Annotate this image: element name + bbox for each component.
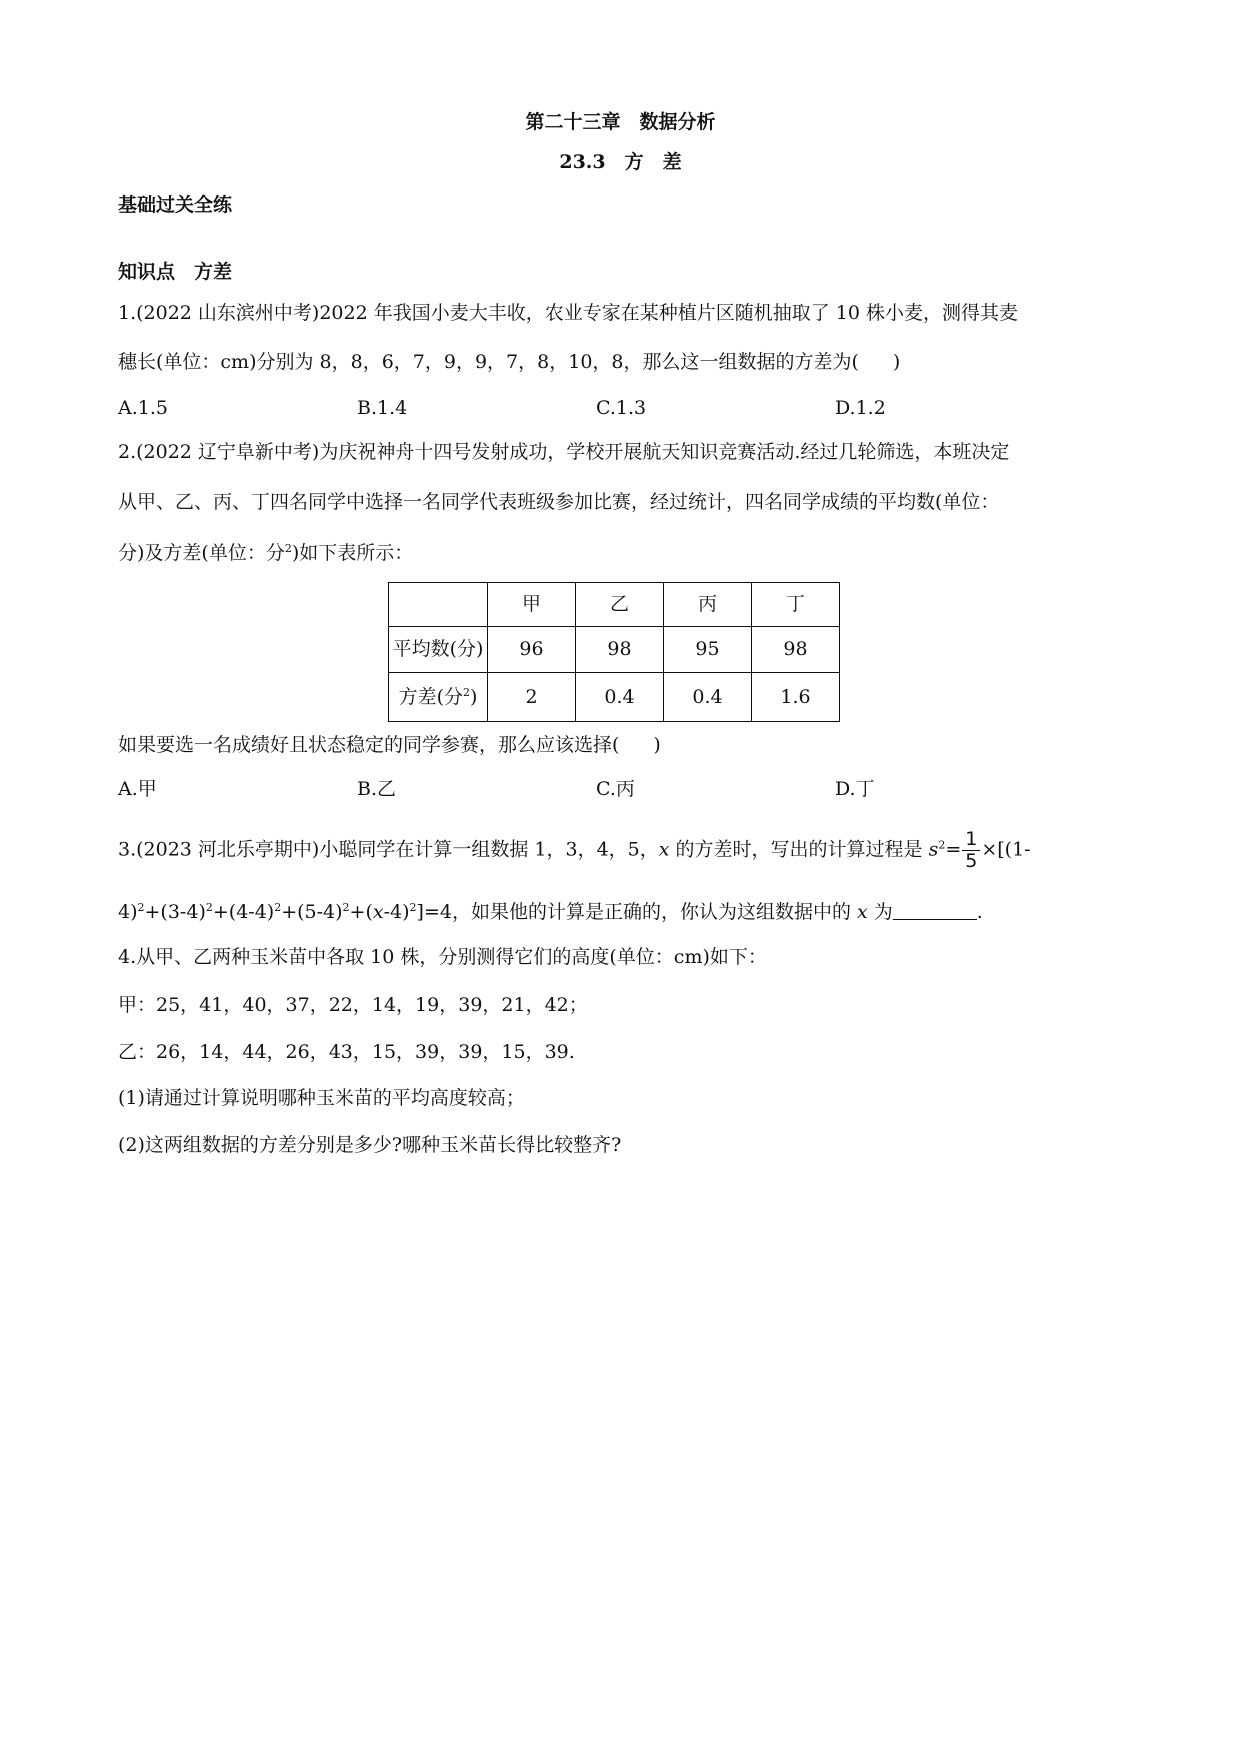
- q4-part-2: (2)这两组数据的方差分别是多少?哪种玉米苗长得比较整齐?: [118, 1134, 622, 1156]
- table-cell: 98: [576, 627, 664, 673]
- q3-answer-blank[interactable]: [893, 901, 977, 920]
- q1-option-b[interactable]: B.1.4: [357, 397, 408, 419]
- q2-option-b[interactable]: B.乙: [357, 778, 397, 800]
- q1-line-1: 1.(2022 山东滨州中考)2022 年我国小麦大丰收，农业专家在某种植片区随机抽取了 10 株小麦，测得其麦: [118, 302, 1018, 324]
- table-header-cell: 甲: [488, 583, 576, 627]
- one-fifth-fraction: $\frac{1}{5}$: [962, 829, 980, 872]
- table-cell: 95: [664, 627, 752, 673]
- table-header-cell: 乙: [576, 583, 664, 627]
- q4-data-jia: 甲：25，41，40，37，22，14，19，39，21，42；: [118, 994, 588, 1016]
- section-title: 23.3 方 差: [559, 151, 682, 173]
- chapter-title: 第二十三章 数据分析: [525, 111, 716, 133]
- table-cell: 98: [752, 627, 840, 673]
- q2-option-c[interactable]: C.丙: [596, 778, 635, 800]
- q2-line-1: 2.(2022 辽宁阜新中考)为庆祝神舟十四号发射成功，学校开展航天知识竞赛活动.经过几轮筛选，本班决定: [118, 441, 1010, 463]
- q4-part-1: (1)请通过计算说明哪种玉米苗的平均高度较高；: [118, 1087, 525, 1109]
- q4-data-yi: 乙：26，14，44，26，43，15，39，39，15，39.: [118, 1041, 575, 1063]
- q2-line-2: 从甲、乙、丙、丁四名同学中选择一名同学代表班级参加比赛，经过统计，四名同学成绩的平均数(单位：: [118, 491, 1000, 513]
- practice-heading: 基础过关全练: [118, 194, 233, 216]
- q1-stem-end: 穗长(单位：cm)分别为 8，8，6，7，9，9，7，8，10，8，那么这一组数据的方差为(: [118, 351, 859, 373]
- table-header-cell: 丁: [752, 583, 840, 627]
- q2-line-4: 如果要选一名成绩好且状态稳定的同学参赛，那么应该选择( ): [118, 734, 661, 756]
- table-row-label: 方差(分$^2$): [389, 673, 488, 722]
- table-row: [389, 673, 840, 722]
- q2-option-a[interactable]: A.甲: [118, 778, 157, 800]
- table-cell: 0.4: [576, 673, 664, 722]
- table-cell: 96: [488, 627, 576, 673]
- table-header-row: [389, 583, 840, 627]
- q2-line-3: 分)及方差(单位：分$^2$)如下表所示：: [118, 542, 414, 564]
- q1-option-a[interactable]: A.1.5: [118, 397, 168, 419]
- q3-line-2: $4)^2+(3-4)^2+(4-4)^2+(5-4)^2+(x-4)^2]=4$，如果他的计算是正确的，你认为这组数据中的 x 为 .: [118, 901, 983, 923]
- q1-line-2: [118, 353, 900, 372]
- table-cell: 0.4: [664, 673, 752, 722]
- table-cell: 2: [488, 673, 576, 722]
- table-header-cell: 丙: [664, 583, 752, 627]
- q2-option-d[interactable]: D.丁: [835, 778, 875, 800]
- table-row-label: 平均数(分): [389, 627, 488, 673]
- score-table: [388, 582, 840, 722]
- q1-option-c[interactable]: C.1.3: [596, 397, 647, 419]
- q1-option-d[interactable]: D.1.2: [835, 397, 886, 419]
- table-cell: 1.6: [752, 673, 840, 722]
- q3-line-1: 3.(2023 河北乐亭期中)小聪同学在计算一组数据 1，3，4，5，x 的方差时，写出的计算过程是 $s^2=$ $\frac{1}{5}$ ×[(1-: [118, 828, 1031, 872]
- table-row: [389, 627, 840, 673]
- knowledge-point-heading: 知识点 方差: [118, 261, 233, 283]
- q1-paren-close: ): [892, 351, 901, 373]
- q4-line-1: 4.从甲、乙两种玉米苗中各取 10 株，分别测得它们的高度(单位：cm)如下：: [118, 946, 767, 968]
- table-corner-cell: [389, 583, 488, 627]
